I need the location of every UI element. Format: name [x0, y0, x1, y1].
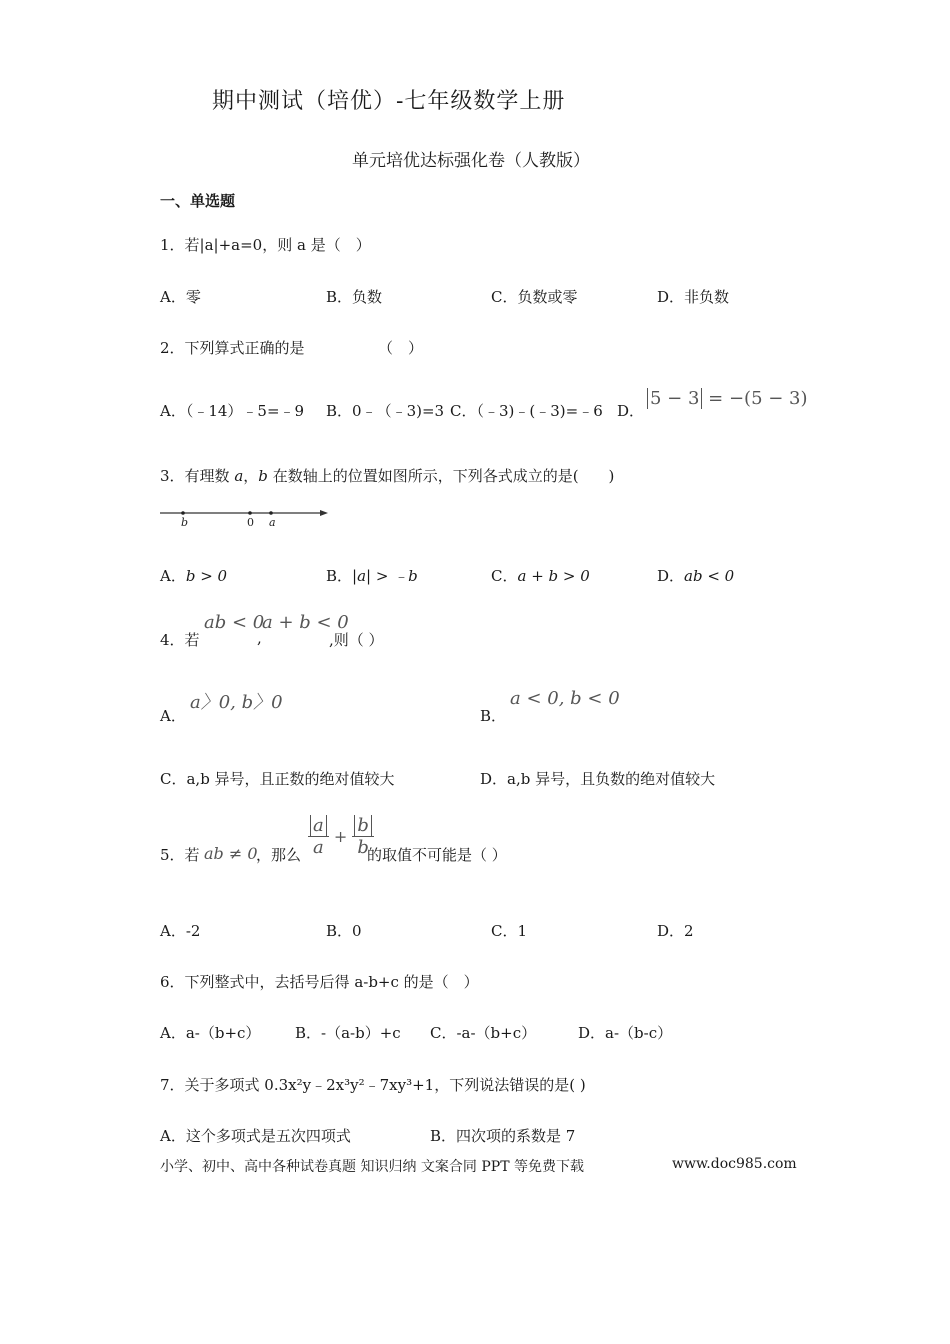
question-4-cond2: a + b < 0 — [262, 612, 349, 633]
question-3-stem-suffix: 在数轴上的位置如图所示，下列各式成立的是( ) — [272, 467, 615, 485]
question-2-paren: （ ） — [378, 339, 424, 357]
question-1-option-c: C．负数或零 — [491, 288, 578, 306]
question-2-option-b: B．0﹣（﹣3)=3 — [326, 402, 445, 420]
number-line-figure — [158, 504, 330, 530]
question-5-option-a: A．-2 — [160, 922, 201, 940]
question-3-option-a — [160, 565, 227, 586]
question-1-option-a: A．零 — [160, 288, 201, 306]
question-1-stem: 1．若|a|+a=0，则 a 是（ ） — [160, 236, 371, 254]
question-5-expression — [308, 815, 374, 858]
point-zero — [248, 511, 252, 515]
page-title: 期中测试（培优）-七年级数学上册 — [212, 89, 566, 114]
frac2-num: b — [354, 815, 372, 836]
page-subtitle: 单元培优达标强化卷（人教版） — [352, 151, 590, 171]
question-7-option-b: B．四次项的系数是 7 — [430, 1127, 576, 1145]
question-3-option-d — [657, 565, 734, 586]
section-heading: 一、单选题 — [160, 192, 236, 210]
question-3-d-label: D． — [657, 567, 685, 585]
question-3-c-label: C． — [491, 567, 518, 585]
question-4-b-expr: a < 0, b < 0 — [510, 688, 620, 709]
question-3-stem-prefix: 3．有理数 — [160, 467, 230, 485]
label-zero: 0 — [247, 516, 254, 529]
question-2-option-a: A．（﹣14）﹣5=﹣9 — [160, 402, 305, 420]
question-3-b-label: B． — [326, 567, 353, 585]
question-2-option-d-formula — [647, 388, 808, 409]
question-5-cond: ab ≠ 0 — [204, 844, 258, 863]
footer-url[interactable]: www.doc985.com — [672, 1156, 797, 1172]
number-line-arrow — [320, 510, 328, 516]
label-a: a — [269, 516, 276, 529]
question-5-stem-prefix: 5．若 — [160, 846, 200, 864]
question-3-a-expr: b > 0 — [185, 567, 228, 585]
question-3-option-b — [326, 565, 418, 586]
question-6-stem: 6．下列整式中，去括号后得 a-b+c 的是（ ） — [160, 973, 479, 991]
point-a — [269, 511, 273, 515]
question-3-option-c — [491, 565, 590, 586]
question-5-option-c: C．1 — [491, 922, 528, 940]
question-4-stem-suffix: ,则（ ） — [329, 631, 384, 649]
question-4-b-label: B． — [480, 707, 507, 725]
question-5-plus: + — [333, 827, 348, 846]
footer-text: 小学、初中、高中各种试卷真题 知识归纳 文案合同 PPT 等免费下载 — [160, 1159, 584, 1175]
question-2-d-left: 5 − 3 — [647, 388, 702, 409]
question-1-option-b: B．负数 — [326, 288, 383, 306]
label-b: b — [181, 516, 189, 529]
question-4-option-c: C．a,b 异号，且正数的绝对值较大 — [160, 770, 395, 788]
question-3-d-expr: ab < 0 — [684, 567, 735, 585]
question-3-stem — [160, 465, 614, 486]
question-5-stem-suffix: 的取值不可能是（ ） — [367, 846, 507, 864]
question-4-comma: , — [257, 629, 262, 647]
frac1-num: a — [310, 815, 327, 836]
question-3-b-expr: |a| > ﹣b — [352, 567, 418, 585]
question-5-option-d: D．2 — [657, 922, 694, 940]
question-2-d-right: = −(5 − 3) — [708, 388, 808, 409]
question-5-option-b: B．0 — [326, 922, 362, 940]
frac1-den: a — [313, 837, 324, 858]
question-4-a-label: A． — [160, 707, 186, 725]
question-2-stem: 2．下列算式正确的是 — [160, 339, 305, 357]
question-3-var-b: b — [258, 467, 268, 485]
question-6-option-d: D．a-（b-c） — [578, 1024, 673, 1042]
question-4-stem-prefix: 4．若 — [160, 631, 200, 649]
question-6-option-a: A．a-（b+c） — [160, 1024, 261, 1042]
point-b — [181, 511, 185, 515]
question-7-stem: 7．关于多项式 0.3x²y﹣2x³y²﹣7xy³+1，下列说法错误的是( ) — [160, 1076, 586, 1094]
question-6-option-b: B．-（a-b）+c — [295, 1024, 401, 1042]
question-5-fraction-1 — [308, 815, 329, 858]
question-4-a-expr: a〉0, b〉0 — [190, 692, 283, 713]
question-6-option-c: C．-a-（b+c） — [430, 1024, 537, 1042]
question-5-stem-mid: ，那么 — [256, 846, 302, 864]
question-2-option-c: C．（﹣3)﹣(﹣3)=﹣6 — [450, 402, 603, 420]
question-4-cond1: ab < 0 — [204, 612, 265, 633]
question-4-option-d: D．a,b 异号，且负数的绝对值较大 — [480, 770, 716, 788]
question-7-option-a: A．这个多项式是五次四项式 — [160, 1127, 351, 1145]
question-3-c-expr: a + b > 0 — [517, 567, 590, 585]
question-1-option-d: D．非负数 — [657, 288, 730, 306]
question-2-option-d: D． — [617, 402, 645, 420]
question-3-var-a: a — [234, 467, 244, 485]
frac2-den: b — [357, 837, 369, 858]
question-3-a-label: A． — [160, 567, 186, 585]
question-3-sep: ， — [243, 467, 259, 485]
